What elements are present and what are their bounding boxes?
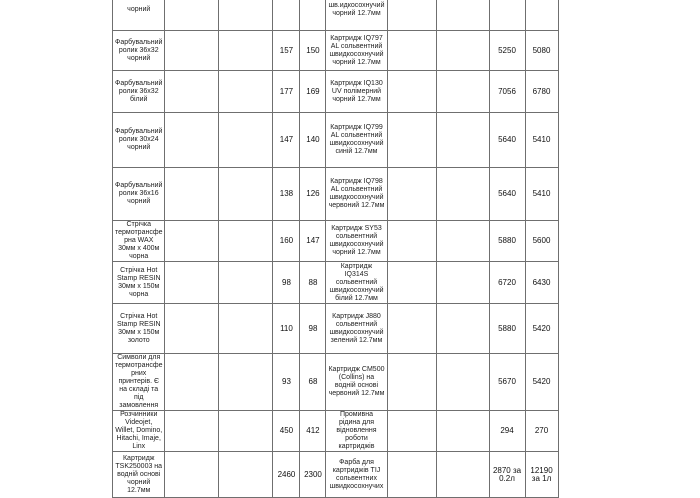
white-cartridge-photo [387, 31, 436, 71]
table-row [113, 0, 559, 31]
table-row [113, 354, 559, 411]
cartridge-price-wholesale: 6430 [525, 262, 558, 304]
cartridge-photo [387, 71, 436, 113]
cartridge-name: шв.идкосохнучий чорний 12.7мм [326, 0, 387, 31]
price-retail: 98 [273, 262, 300, 304]
price-wholesale: 150 [300, 31, 326, 71]
black-rollers-photo [165, 113, 219, 168]
red-rollers-pack-photo [219, 31, 273, 71]
cartridge-name: Картридж IQ798 AL сольвентний швидкосохнучий червоний 12.7мм [326, 168, 387, 221]
label-photo [436, 71, 489, 113]
table-row [113, 452, 559, 498]
cartridge-name: Промивна рідина для відновлення роботи картриджів [326, 411, 387, 452]
cartridge-name: Картридж IQ799 AL сольвентний швидкосохнучий синій 12.7мм [326, 113, 387, 168]
blue-ink-roll-photo [165, 168, 219, 221]
printed-bag-photo [436, 411, 489, 452]
printed-tile-photo [436, 262, 489, 304]
price-wholesale: 68 [300, 354, 326, 411]
printed-characters-photo [165, 354, 219, 411]
price-retail: 157 [273, 31, 300, 71]
cartridge-price-retail: 5880 [489, 221, 525, 262]
price-wholesale: 98 [300, 304, 326, 354]
cartridge-name: Картридж J880 сольвентний швидкосохнучий зелений 12.7мм [326, 304, 387, 354]
price-retail: 93 [273, 354, 300, 411]
product-name: Фарбувальний ролик 36x16 чорний [113, 168, 165, 221]
blue-characters-photo [219, 354, 273, 411]
product-name: Картридж TSK250003 на водній основі чорний 12.7мм [113, 452, 165, 498]
black-rollers-photo [219, 71, 273, 113]
refill-tubes-photo [436, 452, 489, 498]
color-cartridge-photo [387, 113, 436, 168]
product-name: Фарбувальний ролик 36x32 чорний [113, 31, 165, 71]
price-table [112, 0, 559, 498]
product-name: Розчинники Videojet, Willet, Domino, Hitachi, Imaje, Linx [113, 411, 165, 452]
cartridge-name: Картридж IQ130 UV полімерний чорний 12.7мм [326, 71, 387, 113]
product-name: Стрічка термотрансфе рна WAX 30мм x 400м чорна [113, 221, 165, 262]
cartridge-price-retail: 5880 [489, 304, 525, 354]
product-name: чорний [113, 0, 165, 31]
table-row [113, 113, 559, 168]
price-wholesale [300, 0, 326, 31]
cartridge-price-retail: 7056 [489, 71, 525, 113]
price-retail: 450 [273, 411, 300, 452]
table-row [113, 168, 559, 221]
wax-ribbon-photo [165, 221, 219, 262]
product-name: Символи для термотрансфе рних принтерів. Є на складі та під замовлення [113, 354, 165, 411]
gold-foil-roll-photo [165, 304, 219, 354]
cartridge-price-wholesale: 5080 [525, 31, 558, 71]
hot-stamp-roll-photo [165, 262, 219, 304]
price-wholesale: 147 [300, 221, 326, 262]
price-wholesale: 169 [300, 71, 326, 113]
ink-bottles-photo [387, 452, 436, 498]
black-ribbon-rolls-photo [165, 0, 219, 31]
price-wholesale: 126 [300, 168, 326, 221]
ribbon-roll-photo [219, 221, 273, 262]
cartridge-price-retail: 5670 [489, 354, 525, 411]
printed-card-photo [436, 113, 489, 168]
product-name: Стрічка Hot Stamp RESIN 30мм x 150м чорна [113, 262, 165, 304]
printed-tile-photo [436, 221, 489, 262]
dark-cartridge-photo [387, 262, 436, 304]
product-name: Фарбувальний ролик 36x32 білий [113, 71, 165, 113]
price-retail: 110 [273, 304, 300, 354]
white-ink-roll-photo [165, 71, 219, 113]
cartridge-price-wholesale: 5420 [525, 304, 558, 354]
cartridge-price-retail [489, 0, 525, 31]
price-retail: 138 [273, 168, 300, 221]
price-wholesale: 412 [300, 411, 326, 452]
ink-box-photo [436, 0, 489, 31]
cartridge-price-retail: 294 [489, 411, 525, 452]
cartridge-price-wholesale: 5410 [525, 113, 558, 168]
cartridge-name: Картридж SY53 сольвентний швидкосохнучий чорний 12.7мм [326, 221, 387, 262]
cartridge-price-retail: 5640 [489, 113, 525, 168]
price-wholesale: 88 [300, 262, 326, 304]
ink-cartridge-photo [387, 0, 436, 31]
cartridge-price-wholesale: 5410 [525, 168, 558, 221]
green-box-photo [219, 168, 273, 221]
price-retail: 160 [273, 221, 300, 262]
price-retail [273, 0, 300, 31]
table-row [113, 262, 559, 304]
cartridge-box-photo [436, 31, 489, 71]
table-row [113, 304, 559, 354]
cartridge-price-wholesale: 270 [525, 411, 558, 452]
cartridge-price-retail: 2870 за 0.2л [489, 452, 525, 498]
price-wholesale: 2300 [300, 452, 326, 498]
product-name: Фарбувальний ролик 30x24 чорний [113, 113, 165, 168]
leaflets-photo [219, 262, 273, 304]
cartridge-price-retail: 5250 [489, 31, 525, 71]
table-row [113, 31, 559, 71]
solvent-bottle-photo [165, 411, 219, 452]
table-row [113, 221, 559, 262]
cartridge-price-retail: 5640 [489, 168, 525, 221]
bottle-cap-photo [219, 411, 273, 452]
dark-cartridge-photo [387, 304, 436, 354]
cartridge-price-wholesale [525, 0, 558, 31]
cartridge-name: Картридж CM500 (Collins) на водній основі червоний 12.7мм [326, 354, 387, 411]
price-wholesale: 140 [300, 113, 326, 168]
table-row [113, 411, 559, 452]
cartridge-price-wholesale: 6780 [525, 71, 558, 113]
dark-cartridge-photo [387, 354, 436, 411]
price-retail: 147 [273, 113, 300, 168]
ribbon-pack-photo [219, 0, 273, 31]
marked-eggs-photo [436, 354, 489, 411]
table-row [113, 71, 559, 113]
cartridge-name: Картридж IQ314S сольвентний швидкосохнучий білий 12.7мм [326, 262, 387, 304]
product-name: Стрічка Hot Stamp RESIN 30мм x 150м золото [113, 304, 165, 354]
cartridge-price-wholesale: 5420 [525, 354, 558, 411]
price-retail: 2460 [273, 452, 300, 498]
cartridge-price-retail: 6720 [489, 262, 525, 304]
tsk-cartridge-photo [165, 452, 219, 498]
black-ink-rollers-photo [165, 31, 219, 71]
printed-labels-photo [219, 113, 273, 168]
blister-pack-photo [436, 168, 489, 221]
cartridge-name: Фарба для картриджів TIJ сольвентних швидкосохнучих [326, 452, 387, 498]
price-retail: 177 [273, 71, 300, 113]
dark-cartridge-photo [387, 221, 436, 262]
cartridge-name: Картридж IQ797 AL сольвентний швидкосохнучий чорний 12.7мм [326, 31, 387, 71]
bottles-photo [387, 411, 436, 452]
cartridge-price-wholesale: 5600 [525, 221, 558, 262]
foil-sheet-photo [219, 304, 273, 354]
rollers-photo [219, 452, 273, 498]
color-cartridge-photo [387, 168, 436, 221]
cartridge-price-wholesale: 12190 за 1л [525, 452, 558, 498]
printed-caps-photo [436, 304, 489, 354]
